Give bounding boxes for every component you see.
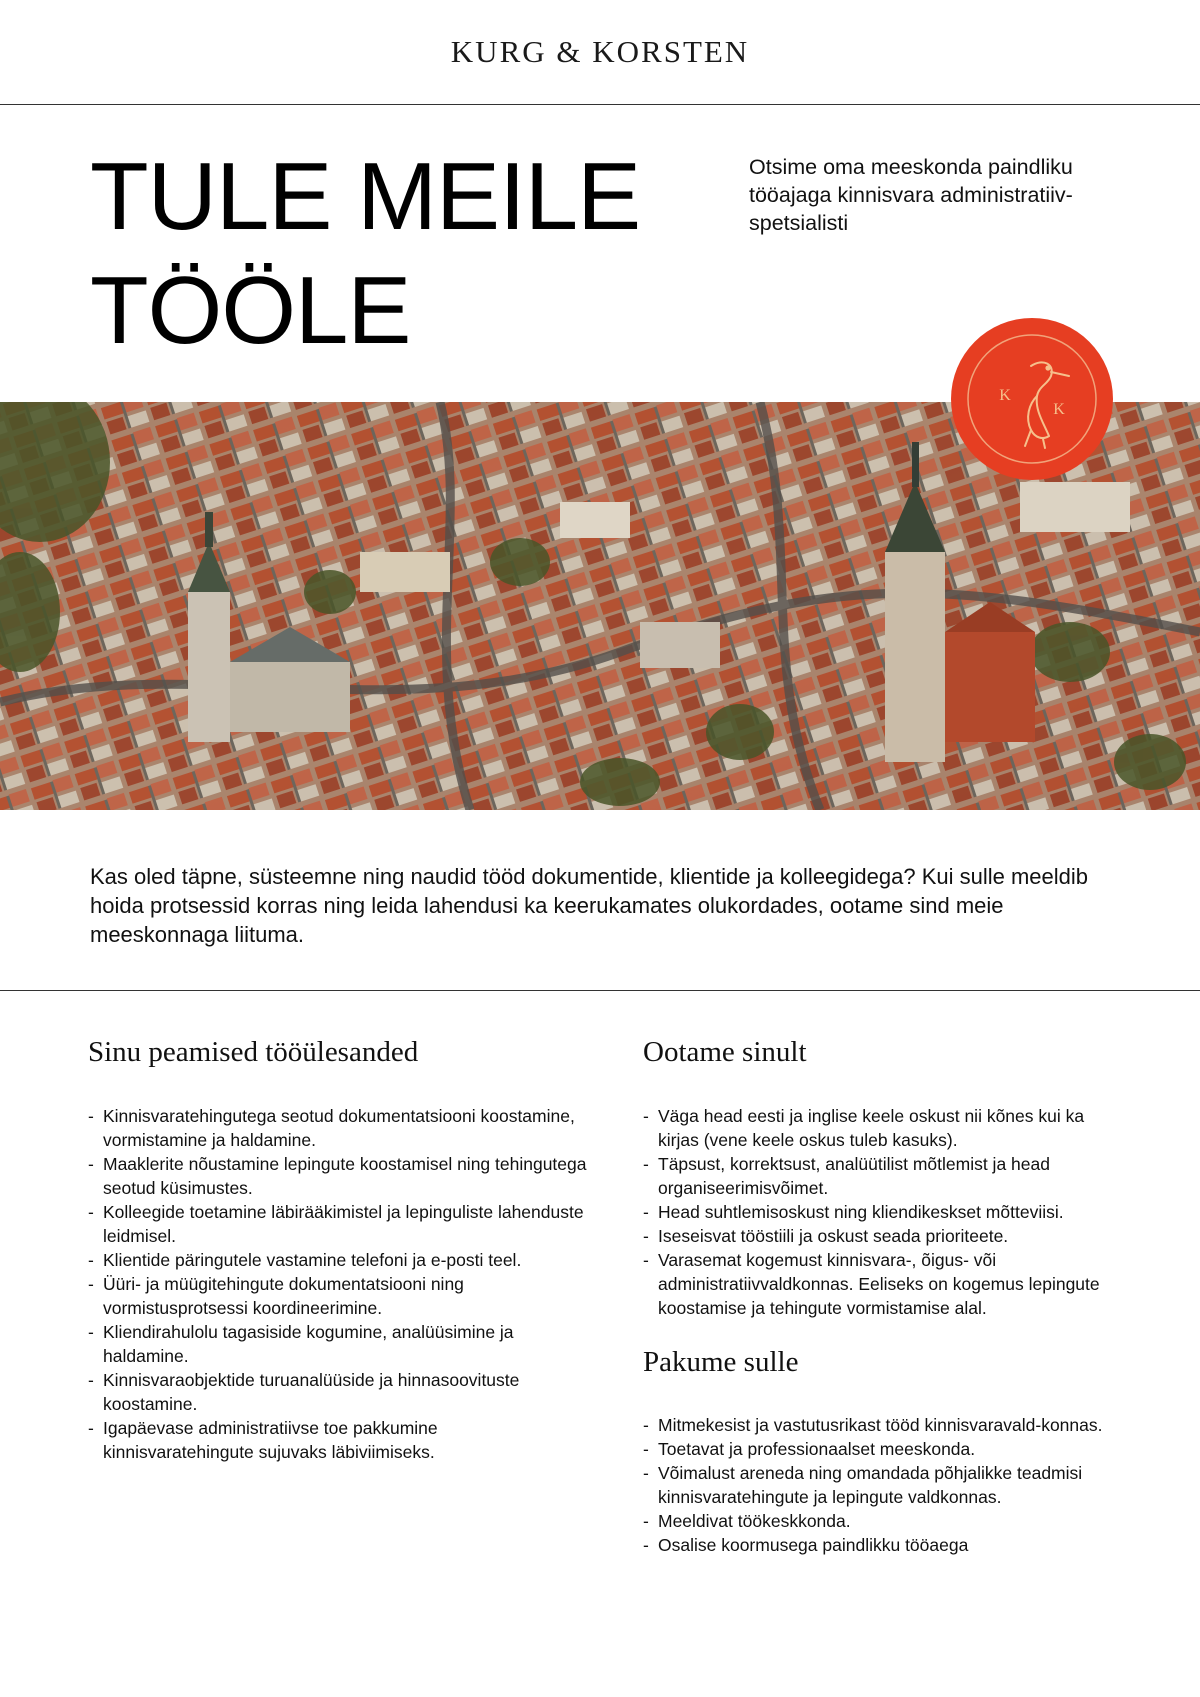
tasks-title: Sinu peamised tööülesanded: [88, 1036, 419, 1068]
list-item: - Kliendirahulolu tagasiside kogumine, analüüsimine ja haldamine.: [88, 1320, 593, 1368]
list-item: - Meeldivat töökeskkonda.: [643, 1509, 1113, 1533]
list-item: - Täpsust, korrektsust, analüütilist mõtlemist ja head organiseerimisvõimet.: [643, 1152, 1128, 1200]
offer-list: [643, 1413, 1113, 1557]
list-item: - Üüri- ja müügitehingute dokumentatsiooni ning vormistusprotsessi koordineerimine.: [88, 1272, 593, 1320]
list-item: - Osalise koormusega paindlikku tööaega: [643, 1533, 1113, 1557]
list-item: - Varasemat kogemust kinnisvara-, õigus- või administratiivvaldkonnas. Eeliseks on kogemus lepingute koostamise ja tehingute vormistamise alal.: [643, 1248, 1128, 1320]
list-item: - Iseseisvat tööstiili ja oskust seada prioriteete.: [643, 1224, 1128, 1248]
list-item: - Kinnisvaraobjektide turuanalüüside ja hinnasoovituste koostamine.: [88, 1368, 593, 1416]
seal-letter-right: K: [1053, 401, 1065, 418]
headline: [90, 140, 640, 368]
headline-line-2: TÖÖLE: [90, 257, 411, 364]
expect-title: Ootame sinult: [643, 1036, 807, 1068]
offer-title: Pakume sulle: [643, 1346, 799, 1378]
seal-logo: [951, 318, 1113, 480]
list-item: - Väga head eesti ja inglise keele oskust nii kõnes kui ka kirjas (vene keele oskus tuleb kasuks).: [643, 1104, 1128, 1152]
list-item: - Klientide päringutele vastamine telefoni ja e-posti teel.: [88, 1248, 593, 1272]
list-item: - Kinnisvaratehingutega seotud dokumentatsiooni koostamine, vormistamine ja haldamine.: [88, 1104, 593, 1152]
headline-line-1: TULE MEILE: [90, 143, 641, 250]
list-item: - Toetavat ja professionaalset meeskonda.: [643, 1437, 1113, 1461]
subheadline: Otsime oma meeskonda paindliku tööajaga kinnisvara administratiiv-spetsialisti: [749, 155, 1073, 235]
list-item: - Võimalust areneda ning omandada põhjalikke teadmisi kinnisvaratehingute ja lepingute valdkonnas.: [643, 1461, 1113, 1509]
section-divider: [0, 990, 1200, 991]
intro-paragraph: Kas oled täpne, süsteemne ning naudid tööd dokumentide, klientide ja kolleegidega? Kui sulle meeldib hoida protsessid korras ning leida lahendusi ka keerukamates olukordades, ootame sind meie meeskonnaga liituma.: [90, 864, 1089, 947]
brand-logo: KURG & KORSTEN: [450, 34, 750, 69]
seal-letter-left: K: [999, 387, 1011, 404]
list-item: - Mitmekesist ja vastutusrikast tööd kinnisvaravald-konnas.: [643, 1413, 1113, 1437]
list-item: - Kolleegide toetamine läbirääkimistel ja lepinguliste lahenduste leidmisel.: [88, 1200, 593, 1248]
list-item: - Maaklerite nõustamine lepingute koostamisel ning tehingutega seotud küsimustes.: [88, 1152, 593, 1200]
header-divider: [0, 104, 1200, 105]
list-item: - Igapäevase administratiivse toe pakkumine kinnisvaratehingute sujuvaks läbiviimiseks.: [88, 1416, 593, 1464]
tasks-list: [88, 1104, 593, 1464]
expect-list: [643, 1104, 1128, 1320]
list-item: - Head suhtlemisoskust ning kliendikeskset mõtteviisi.: [643, 1200, 1128, 1224]
